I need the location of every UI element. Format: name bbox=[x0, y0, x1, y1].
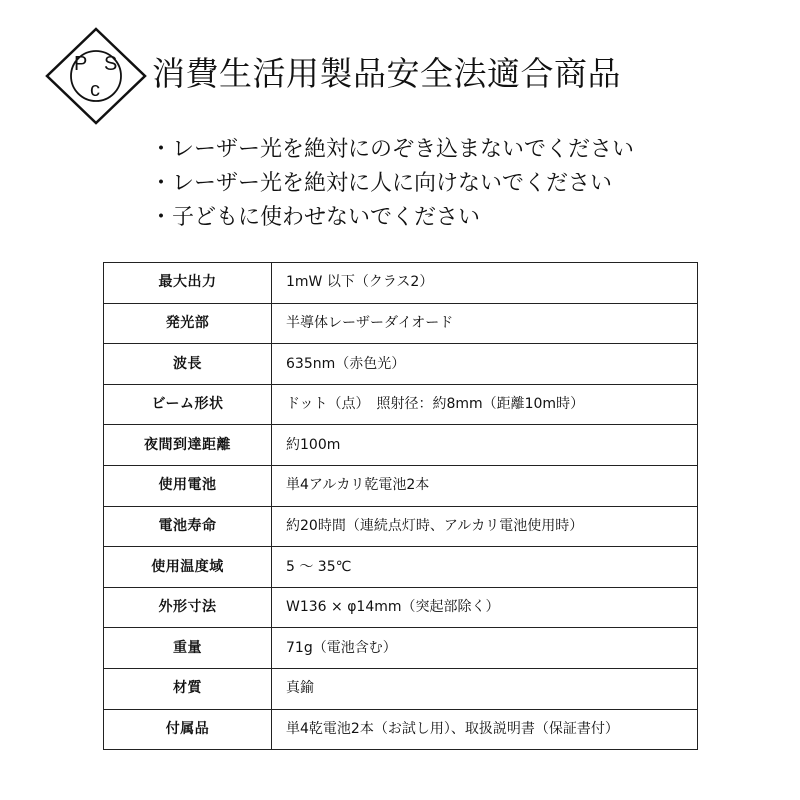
table-row bbox=[104, 506, 698, 547]
spec-value: 単4乾電池2本（お試し用）、取扱説明書（保証書付） bbox=[272, 709, 698, 750]
spec-label: ビーム形状 bbox=[104, 384, 272, 425]
spec-value: 約20時間（連続点灯時、アルカリ電池使用時） bbox=[272, 506, 698, 547]
spec-label: 電池寿命 bbox=[104, 506, 272, 547]
table-row bbox=[104, 465, 698, 506]
spec-value: ドット（点） 照射径：約8mm（距離10m時） bbox=[272, 384, 698, 425]
table-row bbox=[104, 628, 698, 669]
warning-item: ・子どもに使わせないでください bbox=[150, 205, 481, 230]
spec-label: 最大出力 bbox=[104, 263, 272, 304]
table-row bbox=[104, 263, 698, 304]
table-row bbox=[104, 425, 698, 466]
spec-label: 発光部 bbox=[104, 303, 272, 344]
header bbox=[44, 26, 764, 126]
spec-value: 1mW 以下（クラス2） bbox=[272, 263, 698, 304]
spec-label: 使用電池 bbox=[104, 465, 272, 506]
psc-letter-s: S bbox=[104, 53, 118, 75]
spec-value: 約100m bbox=[272, 425, 698, 466]
warning-item: ・レーザー光を絶対に人に向けないでください bbox=[150, 171, 613, 196]
spec-label: 付属品 bbox=[104, 709, 272, 750]
spec-label: 外形寸法 bbox=[104, 587, 272, 628]
spec-label: 使用温度域 bbox=[104, 547, 272, 588]
spec-value: W136 × φ14mm（突起部除く） bbox=[272, 587, 698, 628]
table-row bbox=[104, 709, 698, 750]
spec-value: 単4アルカリ乾電池2本 bbox=[272, 465, 698, 506]
spec-value: 真鍮 bbox=[272, 668, 698, 709]
table-row bbox=[104, 384, 698, 425]
spec-label: 波長 bbox=[104, 344, 272, 385]
spec-value: 5 ～ 35℃ bbox=[272, 547, 698, 588]
spec-label: 重量 bbox=[104, 628, 272, 669]
table-row bbox=[104, 547, 698, 588]
spec-label: 夜間到達距離 bbox=[104, 425, 272, 466]
spec-value: 635nm（赤色光） bbox=[272, 344, 698, 385]
warning-item: ・レーザー光を絶対にのぞき込まないでください bbox=[150, 137, 635, 162]
spec-value: 71g（電池含む） bbox=[272, 628, 698, 669]
spec-value: 半導体レーザーダイオード bbox=[272, 303, 698, 344]
psc-diamond-icon bbox=[44, 26, 148, 126]
spec-label: 材質 bbox=[104, 668, 272, 709]
psc-letter-p: P bbox=[74, 53, 88, 75]
psc-letter-c: c bbox=[90, 79, 100, 101]
psc-mark-icon bbox=[44, 26, 148, 126]
table-row bbox=[104, 587, 698, 628]
table-row bbox=[104, 303, 698, 344]
table-row bbox=[104, 668, 698, 709]
page-title: 消費生活用製品安全法適合商品 bbox=[152, 54, 621, 93]
spec-table bbox=[103, 262, 698, 750]
warning-list bbox=[150, 133, 750, 235]
table-row bbox=[104, 344, 698, 385]
